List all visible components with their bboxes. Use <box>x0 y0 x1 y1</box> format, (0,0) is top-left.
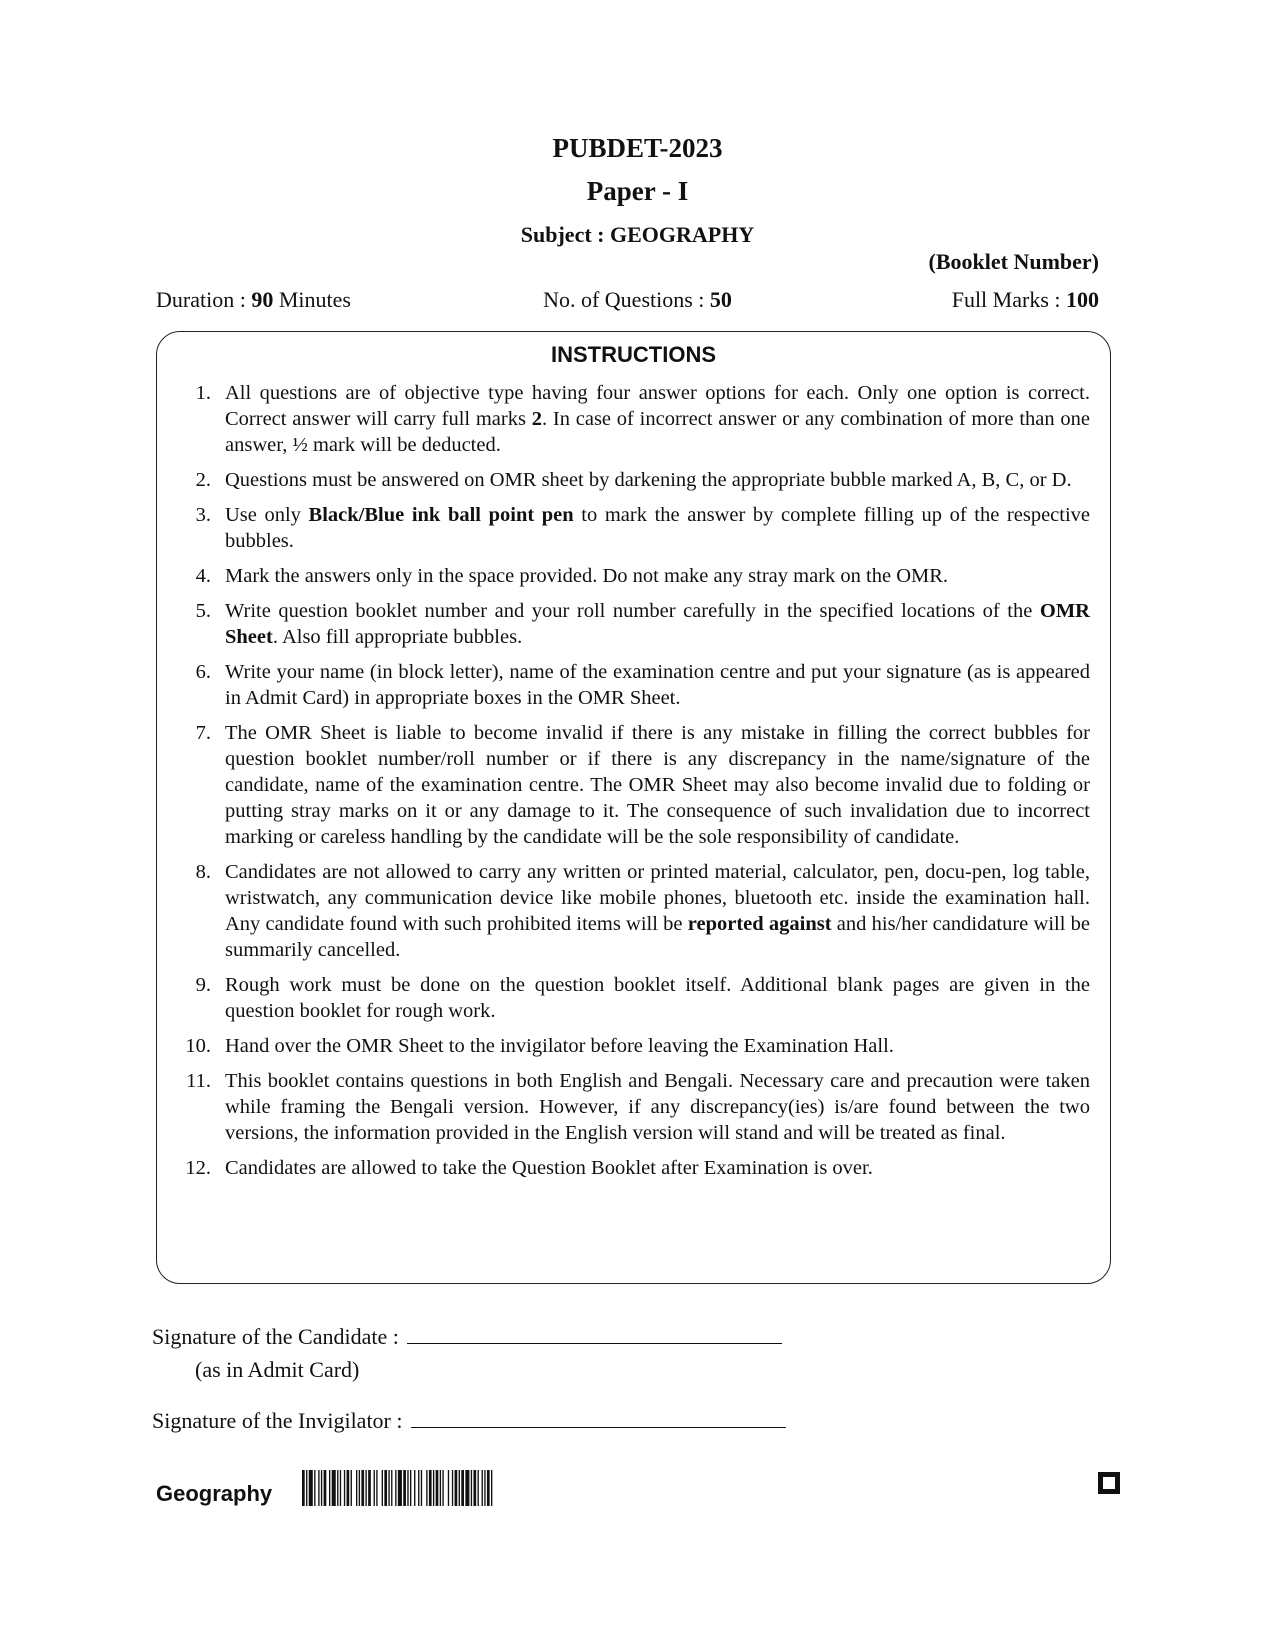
footer-subject: Geography <box>156 1481 273 1506</box>
corner-registration-mark <box>1098 1472 1120 1494</box>
instruction-number: 4. <box>195 565 211 587</box>
barcode-bar <box>365 1470 366 1506</box>
barcode-bar <box>314 1470 315 1506</box>
instruction-text: Use only Black/Blue ink ball point pen to mark the answer by complete filling up of the respective bubbles. <box>225 504 1091 552</box>
candidate-signature <box>152 1324 782 1350</box>
instruction-item <box>177 380 1090 458</box>
barcode-bar <box>410 1470 411 1506</box>
barcode-bar <box>465 1470 469 1506</box>
instruction-item <box>177 467 1090 493</box>
barcode-bar <box>461 1470 464 1506</box>
candidate-signature-note: (as in Admit Card) <box>195 1357 360 1382</box>
exam-code: PUBDET-2023 <box>552 133 723 163</box>
barcode-bar <box>302 1470 305 1506</box>
barcode-bar <box>455 1470 458 1506</box>
instruction-item <box>177 659 1090 711</box>
instruction-number: 1. <box>195 382 211 404</box>
duration-unit: Minutes <box>273 287 351 312</box>
booklet-number-label: (Booklet Number) <box>928 249 1099 274</box>
barcode-bar <box>318 1470 319 1506</box>
instruction-text: Candidates are allowed to take the Question Booklet after Examination is over. <box>225 1157 873 1179</box>
instruction-number: 6. <box>195 661 211 683</box>
instruction-text: Hand over the OMR Sheet to the invigilator before leaving the Examination Hall. <box>225 1035 894 1057</box>
instructions-box <box>156 331 1111 1284</box>
instruction-item <box>177 598 1090 650</box>
barcode-bar <box>361 1470 364 1506</box>
instruction-text: This booklet contains questions in both English and Bengali. Necessary care and precaution were taken while framing the Bengali version. However, if any discrepancy(ies) is/are found between the two versions, the information provided in the English version will stand and will be treated as final. <box>225 1070 1090 1144</box>
paper-title: Paper - I <box>586 176 689 206</box>
instruction-item <box>177 1068 1090 1146</box>
instruction-number: 9. <box>195 974 211 996</box>
instruction-text: The OMR Sheet is liable to become invalid if there is any mistake in filling the correct bubbles for question booklet number/roll number or if there is any discrepancy in the name/signature of the candidate, name of the examination centre. The OMR Sheet may also become invalid due to folding or putting stray marks on it or any damage to it. The consequence of such invalidation due to incorrect marking or careless handling by the candidate will be the sole responsibility of candidate. <box>225 722 1090 848</box>
barcode-bar <box>382 1470 383 1506</box>
instruction-number: 3. <box>195 504 211 526</box>
invigilator-signature-label: Signature of the Invigilator : <box>152 1408 403 1433</box>
barcode-bar <box>442 1470 443 1506</box>
barcode-bar <box>440 1470 441 1506</box>
barcode-bar <box>491 1470 492 1506</box>
barcode-bar <box>452 1470 453 1506</box>
barcode-bar <box>332 1470 336 1506</box>
barcode-bar <box>368 1470 371 1506</box>
invigilator-signature <box>152 1408 786 1434</box>
instruction-number: 8. <box>195 861 211 883</box>
barcode-bar <box>403 1470 406 1506</box>
invigilator-signature-line <box>411 1409 786 1428</box>
barcode-bar <box>340 1470 341 1506</box>
barcode-bar <box>426 1470 427 1506</box>
instruction-number: 11. <box>186 1070 211 1092</box>
barcode-bar <box>429 1470 432 1506</box>
instruction-number: 7. <box>195 722 211 744</box>
barcode-bar <box>391 1470 392 1506</box>
barcode-bar <box>482 1470 483 1506</box>
barcode-bar <box>487 1470 490 1506</box>
instruction-text: Questions must be answered on OMR sheet by darkening the appropriate bubble marked A, B, C, or D. <box>225 469 1072 491</box>
instruction-text: Write question booklet number and your roll number carefully in the specified locations of the OMR Sheet. Also fill appropriate bubbles. <box>225 600 1090 648</box>
instruction-item <box>177 502 1090 554</box>
barcode-bar <box>421 1470 422 1506</box>
duration-value: 90 <box>251 287 274 312</box>
barcode <box>302 1470 600 1506</box>
instruction-text: Write your name (in block letter), name of the examination centre and put your signature (as is appeared in Admit Card) in appropriate boxes in the OMR Sheet. <box>225 661 1090 709</box>
instruction-text: All questions are of objective type having four answer options for each. Only one option is correct. Correct answer will carry full marks 2. In case of incorrect answer or any combination of more than one answer, ½ mark will be deducted. <box>225 382 1090 456</box>
instruction-list <box>177 380 1090 1190</box>
subject-title: Subject : GEOGRAPHY <box>520 222 755 247</box>
barcode-bar <box>359 1470 360 1506</box>
instruction-item <box>177 563 1090 589</box>
instruction-text: Candidates are not allowed to carry any written or printed material, calculator, pen, docu-pen, log table, wristwatch, any communication device like mobile phones, bluetooth etc. inside the examination hall. Any candidate found with such prohibited items will be reported against and his/her candidature will be summarily cancelled. <box>225 861 1091 961</box>
candidate-signature-line <box>407 1325 782 1344</box>
barcode-bar <box>321 1470 322 1506</box>
barcode-bar <box>484 1470 485 1506</box>
instruction-text: Mark the answers only in the space provided. Do not make any stray mark on the OMR. <box>225 565 949 587</box>
full-marks <box>952 287 1099 313</box>
barcode-bar <box>356 1470 357 1506</box>
marks-value: 100 <box>1066 287 1099 312</box>
instruction-number: 5. <box>195 600 211 622</box>
marks-label: Full Marks : <box>951 287 1066 312</box>
barcode-bar <box>398 1470 402 1506</box>
barcode-bar <box>418 1470 419 1506</box>
instruction-number: 10. <box>185 1035 211 1057</box>
instruction-number: 12. <box>185 1157 211 1179</box>
barcode-bar <box>478 1470 479 1506</box>
instructions-heading: INSTRUCTIONS <box>551 342 716 367</box>
barcode-bar <box>376 1470 377 1506</box>
instruction-item <box>177 972 1090 1024</box>
instruction-item <box>177 1033 1090 1059</box>
questions-value: 50 <box>709 287 732 312</box>
barcode-bar <box>471 1470 472 1506</box>
barcode-bar <box>407 1470 408 1506</box>
barcode-bar <box>436 1470 439 1506</box>
barcode-bar <box>337 1470 338 1506</box>
candidate-signature-label: Signature of the Candidate : <box>152 1324 399 1349</box>
barcode-bar <box>459 1470 460 1506</box>
instruction-item <box>177 720 1090 850</box>
barcode-bar <box>473 1470 476 1506</box>
barcode-bar <box>414 1470 415 1506</box>
barcode-bar <box>329 1470 330 1506</box>
instruction-number: 2. <box>195 469 211 491</box>
barcode-bar <box>306 1470 307 1506</box>
duration-label: Duration : <box>156 287 252 312</box>
instruction-item <box>177 859 1090 963</box>
barcode-bar <box>347 1470 350 1506</box>
instruction-item <box>177 1155 1090 1181</box>
barcode-bar <box>324 1470 327 1506</box>
barcode-bar <box>433 1470 434 1506</box>
instruction-text: Rough work must be done on the question booklet itself. Additional blank pages are given in the question booklet for rough work. <box>225 974 1090 1022</box>
barcode-bar <box>448 1470 449 1506</box>
barcode-bar <box>395 1470 396 1506</box>
barcode-bar <box>384 1470 387 1506</box>
barcode-bar <box>374 1470 375 1506</box>
barcode-bar <box>309 1470 313 1506</box>
barcode-bar <box>351 1470 352 1506</box>
barcode-bar <box>344 1470 345 1506</box>
barcode-bar <box>388 1470 389 1506</box>
questions-label: No. of Questions : <box>543 287 710 312</box>
